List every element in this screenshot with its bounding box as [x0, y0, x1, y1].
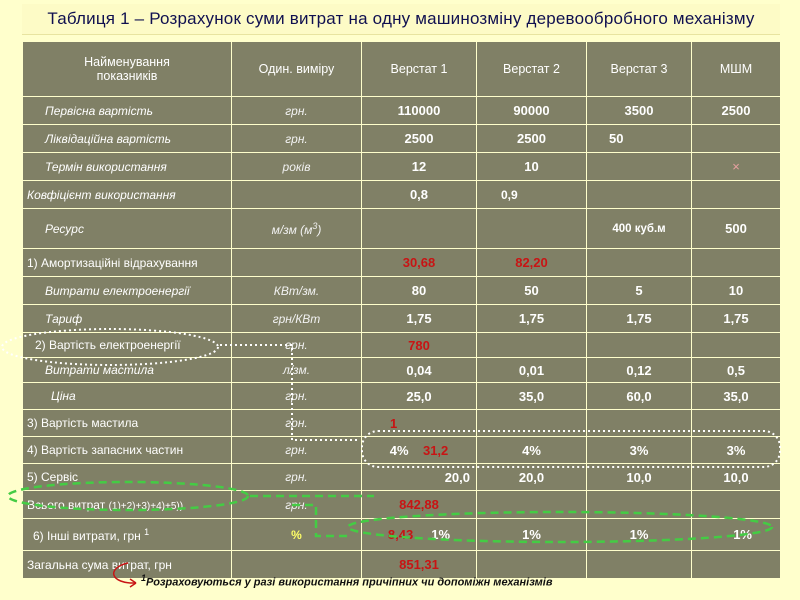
cell-value	[587, 551, 692, 579]
cell-value: 1%	[477, 519, 587, 551]
cell-value: 10,0	[587, 464, 692, 491]
cell-value: 110000	[362, 97, 477, 125]
cell-value: 82,20	[477, 249, 587, 277]
cell-value: 35,0	[692, 383, 781, 410]
row-unit: грн.	[232, 383, 362, 410]
header-mshm: МШМ	[692, 42, 781, 97]
row-unit: грн.	[232, 97, 362, 125]
table-row	[23, 519, 781, 551]
row-unit	[232, 181, 362, 209]
table-row	[23, 209, 781, 249]
row-name: 3) Вартість мастила	[23, 410, 232, 437]
row-name-main: Всього витрат	[27, 497, 106, 512]
cell-value: 1%	[587, 519, 692, 551]
row-name: Витрати електроенергії	[23, 277, 232, 305]
row-unit: років	[232, 153, 362, 181]
table-row	[23, 97, 781, 125]
row-name: 4) Вартість запасних частин	[23, 437, 232, 464]
table-row	[23, 410, 781, 437]
cell-value: 0,9	[477, 181, 587, 209]
row-unit: грн.	[232, 491, 362, 519]
cell-value: 10	[477, 153, 587, 181]
computed-value: 31,2	[422, 442, 449, 458]
table-row	[23, 153, 781, 181]
cell-value	[587, 333, 692, 358]
unit-superscript: 3	[312, 220, 318, 231]
row-unit: КВт/зм.	[232, 277, 362, 305]
table-row	[23, 305, 781, 333]
table-row	[23, 464, 781, 491]
row-name: Первісна вартість	[23, 97, 232, 125]
cell-value: ×	[692, 153, 781, 181]
cell-value	[362, 437, 477, 464]
cell-value: 12	[362, 153, 477, 181]
cell-value: 5	[587, 277, 692, 305]
unit-text-end: )	[317, 222, 322, 237]
cell-value: 4%	[477, 437, 587, 464]
cell-value	[477, 209, 587, 249]
cell-value	[587, 491, 692, 519]
row-name-main: 6) Інші витрати, грн	[33, 528, 141, 543]
row-name: Ресурс	[23, 209, 232, 249]
table-row	[23, 491, 781, 519]
row-unit	[232, 249, 362, 277]
cell-value: 1,75	[587, 305, 692, 333]
cell-value: 842,88	[362, 491, 477, 519]
cell-value: 20,0	[362, 464, 477, 491]
row-unit: грн.	[232, 410, 362, 437]
cell-value: 25,0	[362, 383, 477, 410]
row-unit: грн.	[232, 464, 362, 491]
cell-value	[692, 249, 781, 277]
row-unit: %	[232, 519, 362, 551]
row-name: 2) Вартість електроенергії	[23, 333, 232, 358]
percent-value: 4%	[389, 442, 409, 458]
cell-value	[477, 491, 587, 519]
computed-value: 8,43	[387, 527, 414, 542]
row-name: Ліквідаційна вартість	[23, 125, 232, 153]
cell-value: 3500	[587, 97, 692, 125]
unit-text: м/зм (м	[271, 222, 313, 237]
cell-value	[477, 410, 587, 437]
cell-value: 780	[362, 333, 477, 358]
cell-value: 851,31	[362, 551, 477, 579]
cell-value: 35,0	[477, 383, 587, 410]
row-name: Ціна	[23, 383, 232, 410]
cell-value: 30,68	[362, 249, 477, 277]
cell-value: 1	[362, 410, 477, 437]
row-name	[23, 519, 232, 551]
cell-value	[692, 125, 781, 153]
table-row	[23, 333, 781, 358]
cell-value	[692, 551, 781, 579]
cell-value: 400 куб.м	[587, 209, 692, 249]
row-unit	[232, 209, 362, 249]
cell-value: 10	[692, 277, 781, 305]
row-unit: л/зм.	[232, 358, 362, 383]
row-name: Термін використання	[23, 153, 232, 181]
row-name: Ковфіцієнт використання	[23, 181, 232, 209]
row-name: Тариф	[23, 305, 232, 333]
cell-value	[692, 333, 781, 358]
header-machine-3: Верстат 3	[587, 42, 692, 97]
cell-value: 500	[692, 209, 781, 249]
cell-value	[587, 249, 692, 277]
footnote-arrowhead	[130, 579, 136, 587]
row-unit: грн.	[232, 437, 362, 464]
cell-value: 1,75	[362, 305, 477, 333]
cell-value: 2500	[477, 125, 587, 153]
page-title: Таблиця 1 – Розрахунок суми витрат на одну машинозміну деревообробного механізму	[22, 4, 780, 35]
cell-value: 20,0	[477, 464, 587, 491]
cell-value: 2500	[362, 125, 477, 153]
table-row	[23, 125, 781, 153]
percent-value: 1%	[431, 527, 451, 542]
cell-value: 60,0	[587, 383, 692, 410]
cell-value	[477, 333, 587, 358]
footnote	[141, 573, 553, 589]
cell-value: 0,8	[362, 181, 477, 209]
footnote-text: Розраховуються у разі використання причіпних чи допоміжн механізмів	[146, 576, 553, 589]
cell-value: 90000	[477, 97, 587, 125]
cell-value: 0,5	[692, 358, 781, 383]
table-row	[23, 181, 781, 209]
cell-value	[362, 209, 477, 249]
table-row	[23, 358, 781, 383]
row-name: Загальна сума витрат, грн	[23, 551, 232, 579]
row-unit: грн.	[232, 125, 362, 153]
cell-value	[692, 181, 781, 209]
cell-value: 2500	[692, 97, 781, 125]
cell-value: 0,01	[477, 358, 587, 383]
cell-value	[692, 410, 781, 437]
row-name-formula: (1)+2)+3)+4)+5))	[108, 500, 184, 512]
cell-value	[692, 491, 781, 519]
row-name: 1) Амортизаційні відрахування	[23, 249, 232, 277]
cell-value: 50	[587, 125, 692, 153]
row-name	[23, 491, 232, 519]
cell-value: 3%	[692, 437, 781, 464]
header-name-line1: Найменування	[84, 55, 170, 69]
row-unit: грн.	[232, 333, 362, 358]
row-name: 5) Сервіс	[23, 464, 232, 491]
cell-value: 1,75	[477, 305, 587, 333]
cost-table	[22, 41, 781, 579]
row-name-superscript: 1	[144, 526, 150, 537]
cell-value	[587, 410, 692, 437]
cell-value: 10,0	[692, 464, 781, 491]
cell-value: 3%	[587, 437, 692, 464]
cell-value	[587, 153, 692, 181]
table-row	[23, 437, 781, 464]
header-machine-1: Верстат 1	[362, 42, 477, 97]
cell-value: 0,04	[362, 358, 477, 383]
table-header-row	[23, 42, 781, 97]
header-machine-2: Верстат 2	[477, 42, 587, 97]
table-row	[23, 383, 781, 410]
cell-value: 1%	[692, 519, 781, 551]
table-row	[23, 249, 781, 277]
row-name: Витрати мастила	[23, 358, 232, 383]
cell-value: 0,12	[587, 358, 692, 383]
cell-value: 50	[477, 277, 587, 305]
cell-value: 80	[362, 277, 477, 305]
table-row	[23, 277, 781, 305]
header-name	[23, 42, 232, 97]
row-unit: грн/КВт	[232, 305, 362, 333]
footnote-superscript: 1	[141, 573, 147, 583]
cell-value: 1,75	[692, 305, 781, 333]
cell-value	[362, 519, 477, 551]
header-name-line2: показників	[96, 69, 158, 83]
header-unit: Один. виміру	[232, 42, 362, 97]
cell-value	[587, 181, 692, 209]
